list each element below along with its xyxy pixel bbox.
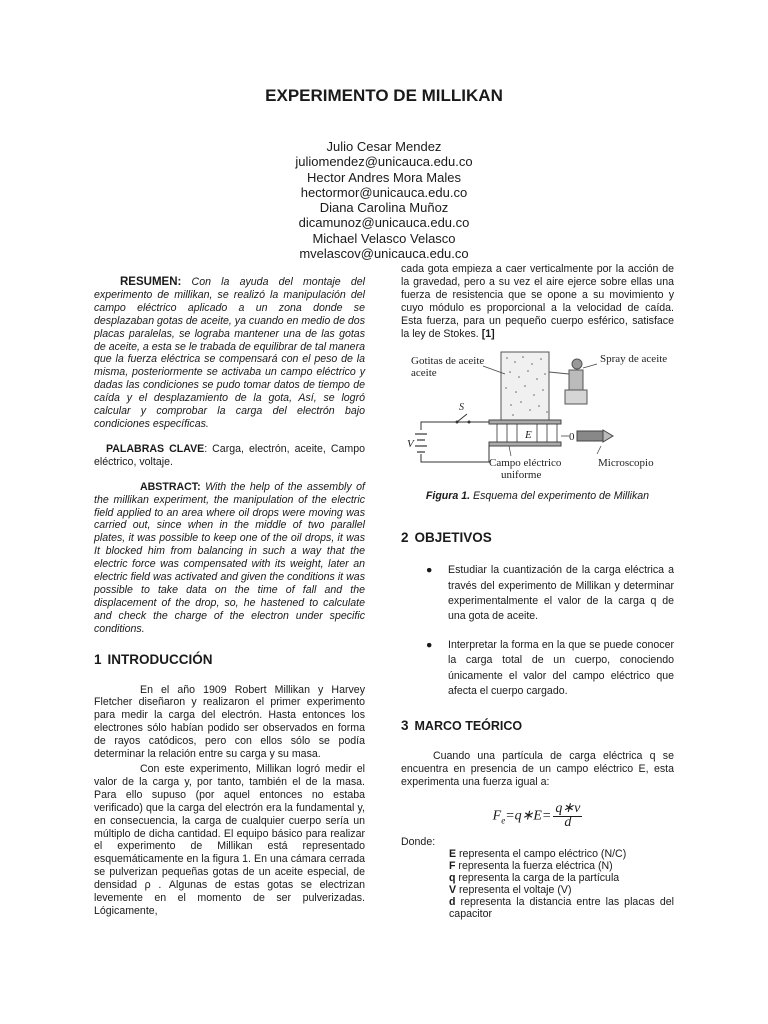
label-uniforme: uniforme — [501, 469, 542, 481]
label-gotitas: Gotitas de aceite — [411, 355, 485, 368]
formula-numerator: q∗v — [555, 800, 581, 816]
keywords-paragraph — [94, 443, 365, 469]
resumen-text: Con la ayuda del montaje del experimento de millikan, se realizó la manipulación del campo eléctrico aplicado a un zona donde se desplazaban gotas de aceite, ya cuando en medio de dos placas paralelas, se lograba mantener una de las gotas de aceite, a esta se le trabada de equilibrar de tal manera que la fuerza eléctrica se compensará con el peso de la misma, posteriormente se activaba un campo eléctrico y dadas las condiciones se pudo tomar datos de tiempo de caída y el desplazamiento de la gota, Así, se logró calcular y comprobar la carga del electrón bajo condiciones específicas. — [94, 276, 365, 430]
formula-denominator: d — [564, 814, 572, 830]
label-s: S — [459, 402, 464, 414]
section-heading-marco-teorico — [401, 718, 674, 734]
definition-text: representa la distancia entre las placas del capacitor — [449, 896, 674, 921]
formula-fraction — [553, 800, 582, 830]
section-number: 1 — [94, 651, 102, 667]
intro-paragraph-2: Con este experimento, Millikan logró medir el valor de la carga y, por tanto, también el de la masa. Para ello supuso (por aquel entonces no estaba verificado) que la carga del electrón era la fundamental y, en consecuencia, la carga de cualquier cuerpo sería un múltiplo de dicha cantidad. El equipo básico para realizar el experimento de Millikan está representado esquemáticamente en la figura 1. En una cámara cerrada se pulverizan pequeñas gotas de un aceite especial, de densidad ρ . Algunas de estas gotas se electrizan levemente en el momento de ser pulverizadas. Lógicamente, — [94, 763, 365, 917]
definition-text: representa la carga de la partícula — [455, 872, 620, 885]
author-email: juliomendez@unicauca.edu.co — [295, 154, 473, 170]
author-email: mvelascov@unicauca.edu.co — [299, 246, 469, 262]
author-name: Hector Andres Mora Males — [307, 169, 461, 185]
millikan-apparatus-svg — [401, 350, 674, 480]
formula-subscript: e — [501, 815, 506, 826]
definition-symbol: E — [449, 848, 457, 861]
bullet-icon: ● — [426, 564, 433, 577]
definition-symbol: F — [449, 860, 456, 873]
section-heading-introduccion — [94, 652, 365, 668]
list-item-text: Interpretar la forma en la que se puede conocer la carga total de un cuerpo, conociendo únicamente el valor del campo eléctrico que afecta el cuerpo cargado. — [448, 639, 674, 697]
list-item — [401, 638, 674, 699]
label-microscopio: Microscopio — [598, 457, 654, 470]
spray-can — [569, 370, 583, 390]
author-email: dicamunoz@unicauca.edu.co — [298, 215, 470, 231]
figure-1-diagram — [401, 350, 674, 480]
resumen-paragraph — [94, 276, 365, 431]
definition-item — [449, 848, 674, 860]
force-formula — [401, 800, 674, 830]
list-item — [401, 563, 674, 624]
label-campo: Campo eléctrico — [489, 457, 562, 470]
top-plate — [489, 420, 561, 424]
formula-lhs: F — [492, 808, 502, 824]
intro-paragraph-3 — [401, 263, 674, 340]
definition-symbol: V — [449, 884, 457, 897]
abstract-paragraph — [94, 481, 365, 636]
definition-text: representa el campo eléctrico (N/C) — [456, 848, 627, 861]
right-column — [401, 263, 674, 920]
author-name: Julio Cesar Mendez — [326, 139, 442, 154]
abstract-label: ABSTRACT: — [140, 480, 201, 493]
label-zero: 0 — [569, 431, 575, 444]
section-heading-objetivos — [401, 530, 674, 546]
definition-item — [449, 872, 674, 884]
label-spray: Spray de aceite — [600, 353, 668, 366]
label-e: E — [525, 429, 532, 442]
section-title: MARCO TEÓRICO — [414, 718, 523, 733]
bottom-plate — [489, 442, 561, 446]
keywords-text: : Carga, electrón, aceite, Campo eléctrico, voltaje. — [94, 442, 365, 468]
list-item-text: Estudiar la cuantización de la carga eléctrica a través del experimento de Millikan y determinar experimentalmente el valor de la carga q de una gota de aceite. — [448, 564, 674, 622]
formula-middle: =q∗E= — [505, 808, 552, 824]
keywords-label: PALABRAS CLAVE — [106, 442, 205, 455]
switch — [457, 414, 467, 422]
definition-symbol: d — [449, 896, 456, 909]
abstract-text: With the help of the assembly of the millikan experiment, the manipulation of the electric field applied to an area where oil drops were moving was carried out, since when in the middle of two parallel plates, it was possible to keep one of the oil drops, it was It blocked him from balancing in such a way that the electric force was compensated with its weight, later an electric field was activated and given the conditions it was possible to take data on the time of fall and the displacement of the drop, so, he hastened to calculate and check the charge of the electron under specific conditions. — [94, 480, 365, 635]
author-name: Michael Velasco Velasco — [312, 230, 456, 246]
definition-item — [449, 860, 674, 872]
microscope — [577, 431, 603, 441]
section-title: INTRODUCCIÓN — [107, 651, 213, 667]
label-v: V — [407, 438, 414, 451]
author-email: hectormor@unicauca.edu.co — [300, 184, 468, 200]
circuit-wire-top — [421, 422, 489, 430]
bullet-icon: ● — [426, 639, 433, 652]
circuit-wire-bottom — [421, 446, 489, 462]
definition-item — [449, 884, 674, 896]
label-aceite: aceite — [411, 367, 437, 380]
definition-text: representa el voltaje (V) — [456, 884, 572, 897]
intro-paragraph-1: En el año 1909 Robert Millikan y Harvey Fletcher diseñaron y realizaron el primer experimento para medir la carga del electrón. Hasta entonces los electrones sólo habían podido ser observados en forma de rayos catódicos, pero con ellos sólo se podía determinar la relación entre su carga y su masa. — [94, 683, 365, 761]
section-title: OBJETIVOS — [414, 530, 492, 546]
left-column — [94, 276, 365, 918]
marco-paragraph-1: Cuando una partícula de carga eléctrica q se encuentra en presencia de un campo eléctrico E, esta experimenta una fuerza igual a: — [401, 749, 674, 788]
author-name: Diana Carolina Muñoz — [319, 200, 449, 216]
definition-item — [449, 896, 674, 920]
variable-definitions — [449, 848, 674, 920]
section-number: 3 — [401, 717, 409, 733]
reference-1: [1] — [481, 327, 495, 340]
figure-caption-label: Figura 1. — [425, 490, 471, 503]
section-number: 2 — [401, 530, 409, 546]
figure-caption-text: Esquema del experimento de Millikan — [470, 490, 650, 503]
definition-symbol: q — [449, 872, 456, 885]
paper-title: EXPERIMENTO DE MILLIKAN — [265, 86, 503, 105]
figure-1-caption — [401, 490, 674, 503]
intro-paragraph-3-text: cada gota empieza a caer verticalmente por la acción de la gravedad, pero a su vez el aire ejerce sobre ellas una fuerza de resistencia que se opone a su movimiento y cuyo módulo es proporcional a la velocidad de caída. Esta fuerza, para un pequeño cuerpo esférico, satisface la ley de Stokes. — [401, 263, 674, 340]
definition-text: representa la fuerza eléctrica (N) — [455, 860, 613, 873]
objetivos-list — [401, 563, 674, 699]
author-block — [0, 139, 768, 261]
donde-label: Donde: — [401, 835, 436, 848]
resumen-label: RESUMEN: — [120, 276, 182, 288]
